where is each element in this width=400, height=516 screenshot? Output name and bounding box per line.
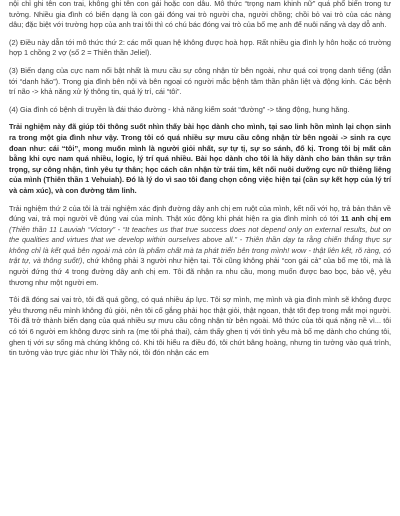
experience-intro: Trải nghiệm thứ 2 của tôi là trải nghiệm xác định đường dây anh chị em ruột của mình, kết nối với họ, trả bản thân về đúng vai, trả mọi người về đúng vai của mình. Thật xúc động khi phát hiện ra gia đình mình có tới xyxy=(9,203,391,224)
paragraph-pattern-2: (2) Điều này dẫn tới mô thức thứ 2: các mối quan hệ không được hoà hợp. Rất nhiều gia đình ly hôn hoặc có trường hợp 1 chồng 2 vợ (số 2 = Thiên thần Jeliel). xyxy=(9,37,391,58)
paragraph-pattern-3: (3) Biến dạng của cực nam nổi bật nhất là mưu cầu sự công nhận từ bên ngoài, như quá coi trọng danh tiếng (dẫn tới “danh hão”). Trong gia đình bên nội và bên ngoại có người mắc bệnh tâm thần phân liệt và động kinh. Các bệnh trí não -> khả năng xử lý thông tin, quá lý trí, cái “tôi”. xyxy=(9,65,391,97)
paragraph-wrong-role: Tôi đã đóng sai vai trò, tôi đã quá gồng, có quá nhiều áp lực. Tôi sợ mình, mẹ mình và gia đình mình sẽ không được yêu thương nếu mình không đủ giỏi, nên tôi cố gắng phải học thật giỏi, thật ngoan, thật tốt đẹp trong mắt mọi người. Tôi đã trở thành biến dạng của quá nhiều sự mưu cầu công nhận từ bên ngoài. Mô thức của tôi quá nặng nề vì... tôi có tới 6 người em không được sinh ra (mẹ tôi phá thai), cảm thấy ghen tị với tình yêu mà bố mẹ dành cho chúng tôi, ghen tị với sự sống mà chúng không có. Khi tôi hiểu ra điều đó, tôi chứt bâng hoàng, nhưng tin tưởng vào quá trình, tin tưởng vào trực giác như lời Thầy nói, tôi đón nhận các em xyxy=(9,295,391,358)
paragraph-second-experience xyxy=(9,204,391,289)
paragraph-pattern-4: (4) Gia đình có bệnh di truyền là đái tháo đường - khả năng kiểm soát “đường” -> tăng động, hung hăng. xyxy=(9,104,350,114)
paragraph-lesson xyxy=(9,122,391,196)
experience-continuation: , chứ không phải 3 người như hiện tại. Tôi cũng không phải “con gái cả” của bố mẹ tôi, mà là người đứng thứ 4 trong đường dây anh chị em. Tôi đã nhận ra nhu cầu, mong muốn được bao bọc, bảo vệ, yêu thương như một người em. xyxy=(9,256,391,287)
paragraph-family-patterns: nội chỉ ghi tên con trai, không ghi tên con gái hoặc con dâu. Mô thức “trọng nam khinh nữ” quá phổ biến trong tư tưởng. Nhiều gia đình có biến dạng là con gái đóng vai trò người cha, người chồng; chồi bỏ vai trò của các nàng dâu; đặc biệt với trường hợp của anh trai tôi thì có chú bác đóng vai trò của bố mẹ anh để nuôi nấng và dạy dỗ anh. xyxy=(9,0,391,30)
lesson-bold-text: Trải nghiệm này đã giúp tôi thông suốt nhìn thấy bài học dành cho mình, tại sao linh hồn mình lại chọn sinh ra trong một gia đình như vậy. Trong tôi có quá nhiều sự mưu cầu công nhận từ bên ngoài -> sinh ra cực đoan như: cái “tôi”, mong muốn mình là người giỏi nhất, sự tự tị, sự so sánh, đố kị. Trong tôi bị mất cân bằng khi cực nam quá nhiều, logic, lý trí quá nhiều. Bài học dành cho tôi là hãy dành cho bản thân sự trân trọng, sự công nhận, tình yêu tự thân; học cách cân nhận từ trái tim, kết nối nuôi dưỡng cực nữ thiêng liêng của mình (Thiên thần 1 Vehuiah). Đó là lý do vì sao tôi đang chọn công việc hiện tại (cần sự kết hợp của lý trí và cảm xúc), và con đường tâm linh. xyxy=(9,122,391,195)
siblings-count: 11 anh chị em xyxy=(341,214,391,224)
angel-quote: (Thiên thần 11 Lauviah “Victory” - “It teaches us that true success does not depend only on external results, but on the qualities and virtues that we develop within ourselves above all.” - Thiên thần dạy ta rằng chiến thắng thực sự không chỉ là kết quả bên ngoài mà còn là phẩm chất mà ta phát triển bên trong mình! wow - thật liên kết, rõ ràng, có trật tự, và thông suốt!) xyxy=(9,224,391,266)
